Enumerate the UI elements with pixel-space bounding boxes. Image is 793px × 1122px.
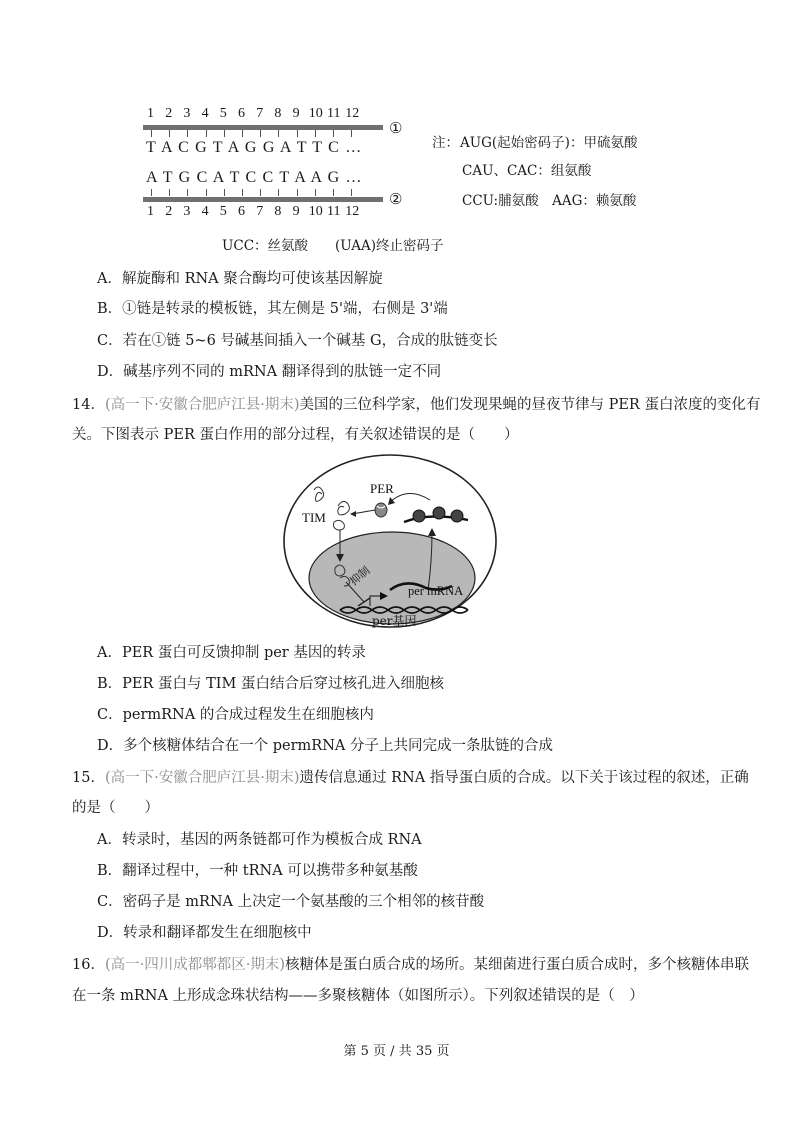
- q13-option-a: A．解旋酶和 RNA 聚合酶均可使该基因解旋: [97, 271, 383, 287]
- strand-tick: [224, 189, 225, 196]
- label-inhibit: 抑制: [347, 563, 373, 589]
- q13-option-d: D．碱基序列不同的 mRNA 翻译得到的肽链一定不同: [97, 364, 442, 380]
- strand2-ticks: [143, 189, 383, 197]
- strand-tick: [297, 189, 298, 196]
- strand-tick: [315, 130, 316, 137]
- strand-tick: [169, 189, 170, 196]
- strand-tick: [206, 189, 207, 196]
- position-number: 11: [327, 204, 341, 219]
- position-number: 1: [147, 204, 154, 219]
- per-protein-cell-figure: [280, 450, 500, 632]
- page-footer: 第 5 页 / 共 35 页: [343, 1044, 450, 1059]
- label-per-gene: per基因: [372, 614, 417, 628]
- strand-tick: [206, 130, 207, 137]
- codon-note-bottom: UCC：丝氨酸 (UAA)终止密码子: [222, 238, 444, 254]
- q14-option-d: D．多个核糖体结合在一个 permRNA 分子上共同完成一条肽链的合成: [97, 738, 553, 754]
- position-number: 11: [327, 106, 341, 121]
- position-number: 8: [274, 204, 282, 219]
- strand-tick: [260, 189, 261, 196]
- strand-tick: [187, 130, 188, 137]
- q14-source: (高一下·安徽合肥庐江县·期末): [104, 397, 300, 413]
- strand-tick: [315, 189, 316, 196]
- position-number: 2: [165, 106, 173, 121]
- strand2-position-numbers: [147, 204, 367, 222]
- q14-stem-line-2: 关。下图表示 PER 蛋白作用的部分过程，有关叙述错误的是（ ）: [72, 427, 519, 443]
- note-line-2: CAU、CAC：组氨酸: [462, 163, 592, 179]
- q14-option-a: A．PER 蛋白可反馈抑制 per 基因的转录: [97, 645, 366, 661]
- position-number: 6: [238, 204, 245, 219]
- strand-tick: [260, 130, 261, 137]
- q15-stem-line-2: 的是（ ）: [72, 800, 159, 816]
- q15-stem: 遗传信息通过 RNA 指导蛋白质的合成。以下关于该过程的叙述，正确: [299, 770, 749, 786]
- strand2-sequence: A T G C A T C C T A A G …: [146, 169, 363, 186]
- label-per: PER: [370, 481, 394, 496]
- q16-stem-line-1: [72, 955, 749, 975]
- strand2-bar: [143, 197, 383, 202]
- position-number: 1: [147, 106, 154, 121]
- strand-tick: [333, 130, 334, 137]
- position-number: 6: [238, 106, 245, 121]
- position-number: 5: [219, 204, 227, 219]
- note-line-1: AUG(起始密码子)：甲硫氨酸: [460, 135, 638, 151]
- q13-option-b: B．①链是转录的模板链，其左侧是 5'端，右侧是 3'端: [97, 301, 448, 317]
- strand-tick: [169, 130, 170, 137]
- q16-stem: 核糖体是蛋白质合成的场所。某细菌进行蛋白质合成时，多个核糖体串联: [284, 957, 749, 973]
- q14-number: 14．: [72, 397, 105, 413]
- q14-option-c: C．permRNA 的合成过程发生在细胞核内: [97, 707, 374, 723]
- position-number: 4: [201, 106, 209, 121]
- strand-tick: [242, 130, 243, 137]
- strand-tick: [224, 130, 225, 137]
- position-number: 12: [345, 106, 360, 121]
- strand-tick: [278, 189, 279, 196]
- note-line-3: CCU:脯氨酸 AAG：赖氨酸: [462, 193, 637, 209]
- q16-stem-line-2: 在一条 mRNA 上形成念珠状结构——多聚核糖体（如图所示）。下列叙述错误的是（ ）: [72, 988, 644, 1004]
- label-tim: TIM: [302, 510, 326, 525]
- position-number: 8: [274, 106, 282, 121]
- q14-stem: 美国的三位科学家，他们发现果蝇的昼夜节律与 PER 蛋白浓度的变化有: [299, 397, 761, 413]
- position-number: 2: [165, 204, 173, 219]
- strand2-label: ②: [389, 192, 403, 208]
- strand-tick: [278, 130, 279, 137]
- strand-tick: [187, 189, 188, 196]
- strand-tick: [333, 189, 334, 196]
- q15-number: 15．: [72, 770, 105, 786]
- position-number: 3: [183, 106, 191, 121]
- cell-nucleus: [309, 532, 475, 624]
- q15-option-a: A．转录时，基因的两条链都可作为模板合成 RNA: [97, 832, 422, 848]
- q13-option-c: C．若在①链 5~6 号碱基间插入一个碱基 G，合成的肽链变长: [97, 333, 498, 349]
- q15-option-c: C．密码子是 mRNA 上决定一个氨基酸的三个相邻的核苷酸: [97, 894, 485, 910]
- position-number: 12: [345, 204, 360, 219]
- position-number: 9: [292, 106, 300, 121]
- q16-number: 16．: [72, 957, 105, 973]
- strand-tick: [297, 130, 298, 137]
- position-number: 4: [201, 204, 209, 219]
- q14-option-b: B．PER 蛋白与 TIM 蛋白结合后穿过核孔进入细胞核: [97, 676, 444, 692]
- note-prefix: 注：: [432, 135, 459, 151]
- strand1-label: ①: [389, 121, 403, 137]
- position-number: 10: [308, 204, 323, 219]
- position-number: 10: [308, 106, 323, 121]
- position-number: 5: [219, 106, 227, 121]
- label-per-mrna: per mRNA: [408, 584, 464, 598]
- strand-tick: [351, 130, 352, 137]
- strand-tick: [351, 189, 352, 196]
- strand1-sequence: T A C G T A G G A T T C …: [146, 139, 363, 156]
- per-protein: [375, 503, 387, 517]
- strand1-ticks: [143, 130, 383, 138]
- q16-source: (高一·四川成都郫都区·期末): [104, 957, 285, 973]
- q15-source: (高一下·安徽合肥庐江县·期末): [104, 770, 300, 786]
- strand-tick: [242, 189, 243, 196]
- position-number: 3: [183, 204, 191, 219]
- position-number: 9: [292, 204, 300, 219]
- position-number: 7: [256, 204, 264, 219]
- strand-tick: [151, 130, 152, 137]
- q15-option-b: B．翻译过程中，一种 tRNA 可以携带多种氨基酸: [97, 863, 418, 879]
- strand1-position-numbers: [147, 106, 367, 124]
- q14-stem-line-1: [72, 395, 760, 415]
- q15-option-d: D．转录和翻译都发生在细胞核中: [97, 925, 312, 941]
- strand-tick: [151, 189, 152, 196]
- q15-stem-line-1: [72, 768, 749, 788]
- position-number: 7: [256, 106, 264, 121]
